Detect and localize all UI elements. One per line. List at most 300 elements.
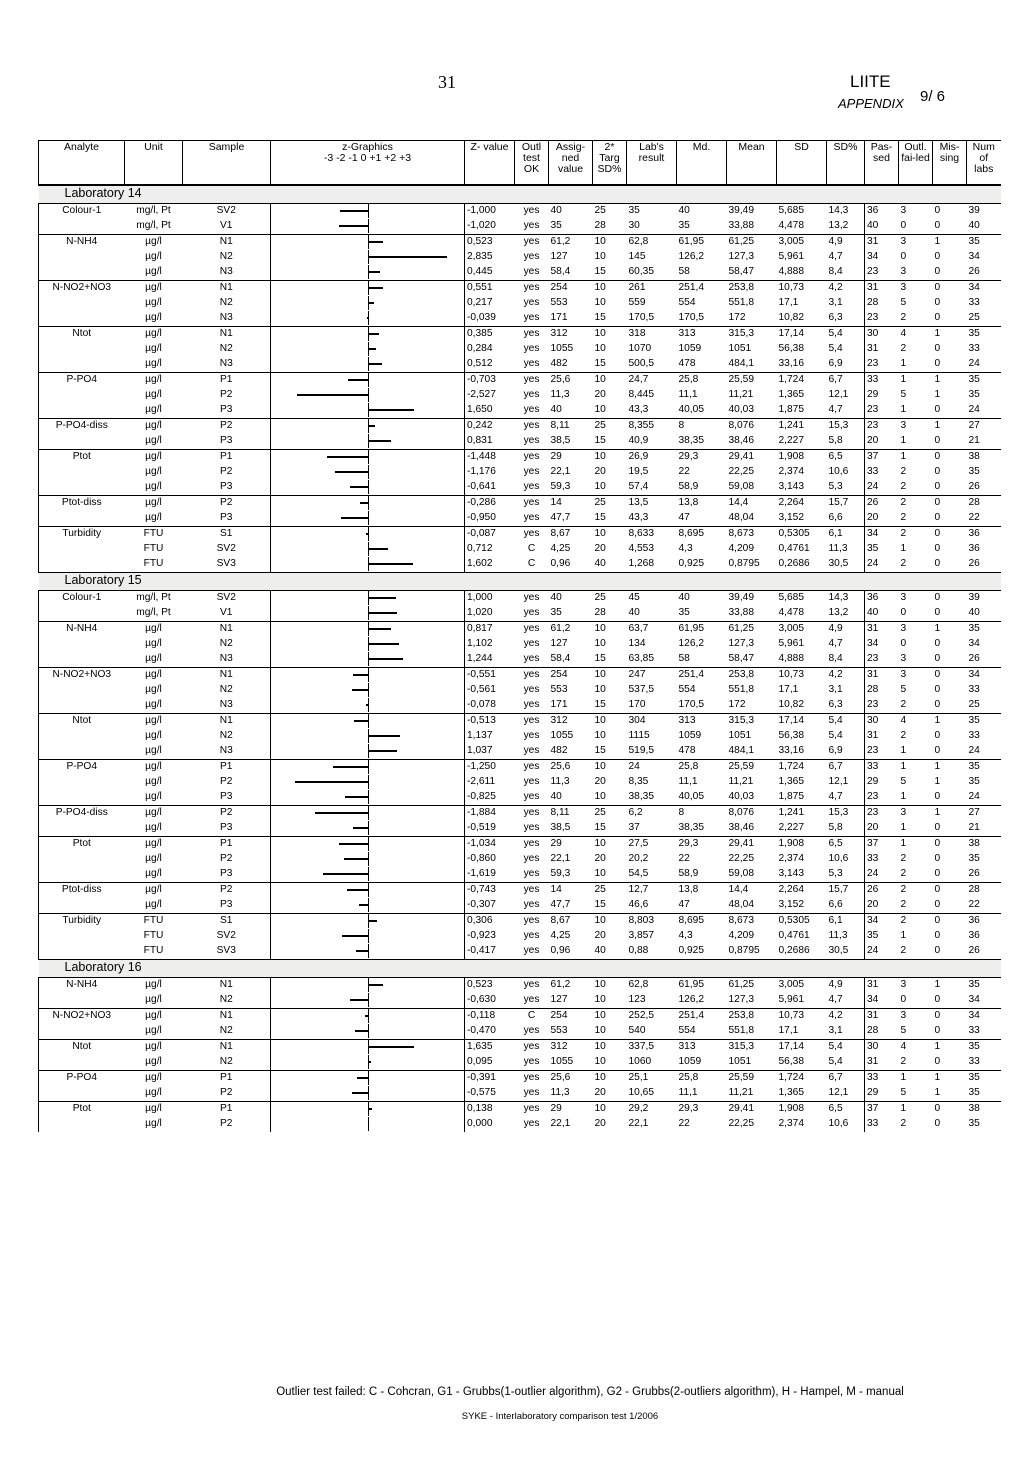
z-bar (368, 750, 397, 752)
z-bar (368, 425, 375, 427)
cell-sd-pct: 6,9 (828, 744, 843, 756)
cell-sd: 17,14 (777, 713, 827, 729)
cell-labs-result: 45 (628, 591, 640, 603)
cell-sd: 0,5305 (777, 526, 827, 542)
cell-sample: N3 (219, 698, 233, 710)
cell-analyte (39, 652, 125, 668)
table-row (39, 744, 1001, 760)
cell-sd: 56,38 (778, 342, 804, 354)
cell-outl-test: yes (523, 403, 540, 415)
laboratory-header (39, 959, 1001, 977)
cell-zvalue: -0,860 (465, 852, 515, 867)
cell-mean: 1051 (728, 342, 752, 354)
cell-sample: P1 (183, 759, 271, 775)
cell-analyte: P-PO4 (39, 1070, 125, 1086)
cell-analyte: Ptot-diss (39, 882, 125, 898)
cell-unit: µg/l (145, 993, 162, 1005)
cell-zvalue: 0,385 (465, 326, 515, 342)
cell-median: 8 (677, 418, 727, 434)
cell-outl-failed: 2 (899, 913, 933, 929)
z-bar (360, 502, 368, 504)
cell-zvalue: -1,176 (465, 465, 515, 480)
cell-labs-result: 170 (628, 698, 646, 710)
cell-zvalue: -0,703 (465, 372, 515, 388)
cell-passed: 30 (865, 326, 899, 342)
cell-targ-sd: 10 (593, 836, 627, 852)
cell-unit: µg/l (145, 978, 162, 990)
cell-mean: 29,41 (727, 836, 777, 852)
cell-unit: µg/l (125, 836, 183, 852)
cell-sample: P1 (183, 1101, 271, 1117)
cell-targ-sd: 15 (594, 357, 606, 369)
z-bar (352, 689, 368, 691)
cell-targ-sd: 10 (594, 480, 606, 492)
cell-passed: 24 (865, 867, 899, 883)
cell-sd: 2,374 (778, 465, 804, 477)
z-bar (295, 781, 368, 783)
cell-outl-failed: 3 (900, 652, 907, 664)
col-passed: Pas-sed (865, 141, 899, 185)
cell-outl-test: yes (515, 805, 549, 821)
col-zvalue: Z- value (465, 141, 515, 185)
cell-unit: µg/l (145, 311, 162, 323)
z-bar (365, 1015, 368, 1017)
cell-labs-result: 12,7 (627, 882, 677, 898)
cell-outl-test: yes (523, 929, 540, 941)
cell-outl-test: yes (515, 713, 549, 729)
cell-labs-result: 537,5 (628, 683, 654, 695)
cell-sd: 3,005 (777, 234, 827, 250)
cell-zvalue: 2,835 (465, 250, 515, 265)
cell-zvalue: -0,286 (465, 495, 515, 511)
z-graphic (271, 1086, 465, 1102)
cell-unit: µg/l (145, 388, 162, 400)
cell-sd: 2,264 (777, 882, 827, 898)
z-bar (368, 920, 377, 922)
cell-assigned: 482 (550, 357, 568, 369)
cell-missing: 0 (933, 836, 967, 852)
z-bar (366, 533, 368, 535)
cell-num-labs: 22 (968, 898, 980, 910)
cell-sd-pct: 8,4 (828, 652, 843, 664)
z-zero-tick (368, 790, 369, 804)
cell-median: 313 (677, 1039, 727, 1055)
cell-assigned: 40 (550, 204, 562, 216)
cell-outl-failed: 5 (900, 683, 907, 695)
cell-outl-test: yes (523, 1024, 540, 1036)
cell-sample: P1 (183, 449, 271, 465)
cell-sample: N2 (219, 729, 233, 741)
cell-analyte: Turbidity (39, 913, 125, 929)
cell-sd: 3,005 (777, 621, 827, 637)
cell-sd: 10,82 (778, 311, 804, 323)
z-bar (352, 1092, 368, 1094)
cell-labs-result: 19,5 (628, 465, 649, 477)
cell-mean: 48,04 (728, 511, 754, 523)
laboratory-title: Laboratory 16 (64, 960, 142, 975)
cell-targ-sd: 20 (594, 852, 606, 864)
cell-analyte (39, 403, 125, 419)
cell-outl-test: yes (523, 1055, 540, 1067)
cell-outl-test: yes (523, 296, 540, 308)
cell-sd: 0,5305 (777, 913, 827, 929)
cell-median: 61,95 (677, 621, 727, 637)
cell-mean: 11,21 (728, 388, 754, 400)
cell-unit: µg/l (125, 1039, 183, 1055)
table-row (39, 821, 1001, 837)
cell-missing: 0 (934, 557, 941, 569)
cell-analyte (39, 311, 125, 327)
laboratory-header (39, 185, 1001, 204)
cell-num-labs: 33 (968, 729, 980, 741)
cell-zvalue: 0,712 (465, 542, 515, 557)
col-sd-pct: SD% (827, 141, 865, 185)
cell-median: 25,8 (677, 759, 727, 775)
cell-missing: 0 (934, 296, 941, 308)
cell-missing: 1 (933, 326, 967, 342)
cell-labs-result: 8,355 (627, 418, 677, 434)
cell-median: 126,2 (678, 637, 704, 649)
cell-sd-pct: 5,4 (828, 1055, 843, 1067)
cell-median: 554 (678, 1024, 696, 1036)
table-row (39, 667, 1001, 683)
z-bar (368, 1061, 371, 1063)
cell-sample: N3 (219, 744, 233, 756)
cell-labs-result: 8,445 (628, 388, 654, 400)
z-zero-tick (368, 867, 369, 881)
cell-missing: 0 (933, 526, 967, 542)
cell-zvalue: 0,000 (465, 1117, 515, 1132)
z-graphic (271, 357, 465, 373)
z-graphic (271, 1055, 465, 1071)
cell-zvalue: 0,523 (465, 977, 515, 993)
z-bar (368, 440, 391, 442)
cell-missing: 1 (933, 759, 967, 775)
cell-num-labs: 35 (967, 713, 1001, 729)
cell-targ-sd: 25 (594, 591, 606, 603)
cell-median: 47 (678, 511, 690, 523)
cell-sample: N1 (183, 1039, 271, 1055)
table-row (39, 1086, 1001, 1102)
cell-unit: µg/l (145, 480, 162, 492)
cell-zvalue: 0,523 (465, 234, 515, 250)
cell-mean: 8,076 (727, 805, 777, 821)
z-graphic (271, 790, 465, 806)
cell-sample: N3 (219, 357, 233, 369)
cell-missing: 0 (933, 1101, 967, 1117)
cell-analyte: N-NH4 (39, 621, 125, 637)
cell-passed: 28 (865, 296, 899, 311)
cell-outl-test: yes (515, 526, 549, 542)
table-row (39, 867, 1001, 883)
z-graphic (271, 557, 465, 573)
cell-analyte: N-NO2+NO3 (39, 1008, 125, 1024)
cell-median: 58,9 (678, 480, 699, 492)
cell-outl-test: yes (523, 311, 540, 323)
table-row (39, 913, 1001, 929)
cell-missing: 0 (934, 744, 941, 756)
cell-labs-result: 1,268 (628, 557, 654, 569)
cell-zvalue: -0,087 (465, 526, 515, 542)
z-graphic (271, 1008, 465, 1024)
cell-missing: 0 (934, 1024, 941, 1036)
cell-outl-failed: 2 (900, 867, 907, 879)
cell-num-labs: 26 (968, 480, 980, 492)
cell-passed: 30 (865, 1039, 899, 1055)
cell-missing: 0 (934, 342, 941, 354)
cell-outl-failed: 0 (900, 250, 907, 262)
table-row (39, 898, 1001, 914)
cell-assigned: 35 (550, 219, 562, 231)
cell-sample: P1 (183, 372, 271, 388)
cell-zvalue: -0,391 (465, 1070, 515, 1086)
cell-mean: 22,25 (728, 465, 754, 477)
cell-assigned: 171 (550, 311, 568, 323)
cell-missing: 1 (933, 713, 967, 729)
cell-missing: 0 (934, 637, 941, 649)
cell-num-labs: 36 (967, 526, 1001, 542)
z-zero-tick (368, 1071, 369, 1085)
cell-targ-sd: 10 (593, 913, 627, 929)
cell-passed: 31 (865, 342, 899, 357)
cell-zvalue: -0,078 (465, 698, 515, 714)
z-zero-tick (368, 388, 369, 402)
cell-unit: µg/l (145, 867, 162, 879)
cell-sample: P3 (220, 403, 233, 415)
cell-unit: µg/l (125, 805, 183, 821)
cell-assigned: 22,1 (550, 852, 571, 864)
cell-sd-pct: 5,4 (828, 342, 843, 354)
cell-unit: µg/l (145, 821, 162, 833)
cell-sd-pct: 5,4 (827, 326, 865, 342)
cell-unit: µg/l (125, 280, 183, 296)
cell-outl-failed: 0 (900, 637, 907, 649)
cell-mean: 14,4 (727, 882, 777, 898)
cell-labs-result: 8,633 (627, 526, 677, 542)
cell-num-labs: 24 (968, 403, 980, 415)
table-row (39, 1101, 1001, 1117)
cell-labs-result: 20,2 (628, 852, 649, 864)
cell-passed: 23 (865, 744, 899, 760)
cell-outl-failed: 2 (900, 511, 907, 523)
cell-sample: P3 (220, 821, 233, 833)
page-number: 31 (438, 72, 456, 92)
cell-outl-test: yes (523, 944, 540, 956)
cell-num-labs: 27 (967, 418, 1001, 434)
cell-assigned: 29 (549, 449, 593, 465)
cell-sd: 0,4761 (778, 542, 810, 554)
cell-num-labs: 35 (968, 852, 980, 864)
cell-targ-sd: 10 (594, 250, 606, 262)
cell-outl-test: yes (523, 652, 540, 664)
cell-mean: 29,41 (727, 1101, 777, 1117)
cell-sample: P2 (183, 882, 271, 898)
cell-num-labs: 33 (968, 1024, 980, 1036)
cell-labs-result: 22,1 (628, 1117, 649, 1129)
z-bar (353, 674, 368, 676)
table-row (39, 652, 1001, 668)
cell-mean: 61,25 (728, 978, 754, 990)
z-bar (359, 904, 368, 906)
z-graphic (271, 729, 465, 744)
cell-passed: 36 (865, 590, 899, 606)
z-graphic (271, 388, 465, 403)
cell-labs-result: 304 (627, 713, 677, 729)
cell-num-labs: 26 (968, 265, 980, 277)
cell-passed: 23 (865, 805, 899, 821)
cell-sd-pct: 15,7 (827, 882, 865, 898)
table-row (39, 511, 1001, 527)
cell-unit: µg/l (125, 621, 183, 637)
cell-targ-sd: 10 (594, 637, 606, 649)
zgraphics-scale: -3 -2 -1 0 +1 +2 +3 (323, 152, 412, 165)
cell-zvalue: -1,250 (465, 759, 515, 775)
cell-labs-result: 29,2 (627, 1101, 677, 1117)
z-graphic (271, 465, 465, 480)
cell-passed: 35 (865, 929, 899, 944)
cell-outl-failed: 0 (900, 993, 907, 1005)
cell-num-labs: 21 (968, 821, 980, 833)
cell-unit: µg/l (125, 326, 183, 342)
cell-sample: P3 (220, 867, 233, 879)
cell-sd: 3,143 (778, 867, 804, 879)
z-zero-tick (368, 898, 369, 912)
cell-num-labs: 26 (968, 557, 980, 569)
cell-sd-pct: 4,9 (827, 621, 865, 637)
cell-outl-test: yes (515, 234, 549, 250)
cell-mean: 8,076 (727, 418, 777, 434)
z-zero-tick (368, 852, 369, 866)
cell-sample: P2 (220, 1086, 233, 1098)
cell-assigned: 14 (549, 495, 593, 511)
cell-passed: 40 (865, 606, 899, 622)
cell-outl-test: yes (515, 326, 549, 342)
cell-outl-failed: 1 (899, 372, 933, 388)
cell-missing: 0 (934, 542, 941, 554)
cell-median: 478 (678, 357, 696, 369)
cell-outl-test: yes (523, 821, 540, 833)
z-zero-tick (368, 668, 369, 682)
table-row (39, 882, 1001, 898)
cell-outl-failed: 1 (900, 744, 907, 756)
cell-sample: N2 (219, 1055, 233, 1067)
cell-sd: 5,685 (778, 204, 804, 216)
z-bar (339, 225, 368, 227)
cell-sample: SV2 (216, 542, 236, 554)
cell-median: 13,8 (677, 495, 727, 511)
z-bar (315, 812, 368, 814)
cell-outl-failed: 1 (899, 759, 933, 775)
cell-median: 22 (678, 852, 690, 864)
z-zero-tick (368, 465, 369, 479)
cell-sd: 17,14 (777, 1039, 827, 1055)
z-zero-tick (368, 1086, 369, 1100)
z-bar (368, 643, 399, 645)
cell-analyte: Ptot (39, 1101, 125, 1117)
cell-targ-sd: 10 (593, 1070, 627, 1086)
cell-analyte (39, 821, 125, 837)
cell-outl-failed: 3 (900, 591, 907, 603)
cell-zvalue: 0,817 (465, 621, 515, 637)
cell-analyte (39, 929, 125, 944)
cell-assigned: 22,1 (550, 1117, 571, 1129)
cell-missing: 0 (934, 1117, 941, 1129)
cell-sd: 1,365 (778, 1086, 804, 1098)
table-row (39, 495, 1001, 511)
cell-sample: SV2 (216, 204, 236, 216)
cell-passed: 33 (865, 372, 899, 388)
cell-assigned: 29 (549, 1101, 593, 1117)
cell-sample: N2 (219, 683, 233, 695)
cell-targ-sd: 10 (593, 621, 627, 637)
table-row (39, 557, 1001, 573)
cell-mean: 8,673 (727, 526, 777, 542)
cell-passed: 31 (865, 977, 899, 993)
cell-sd: 2,227 (778, 434, 804, 446)
cell-missing: 0 (934, 357, 941, 369)
cell-zvalue: 1,137 (465, 729, 515, 744)
cell-mean: 40,03 (728, 403, 754, 415)
cell-assigned: 11,3 (550, 775, 570, 787)
col-labs-result: Lab's result (627, 141, 677, 185)
cell-labs-result: 10,65 (628, 1086, 654, 1098)
cell-mean: 14,4 (727, 495, 777, 511)
cell-sd: 5,961 (778, 637, 804, 649)
cell-missing: 0 (934, 852, 941, 864)
cell-unit: µg/l (125, 1070, 183, 1086)
outlier-footnote: Outlier test failed: C - Cohcran, G1 - Grubbs(1-outlier algorithm), G2 - Grubbs(2-outliers algorithm), H - Hampel, M - manual (276, 1386, 904, 1398)
cell-missing: 0 (934, 311, 941, 323)
cell-sd-pct: 11,3 (828, 929, 848, 941)
cell-missing: 0 (934, 821, 941, 833)
cell-num-labs: 35 (968, 1086, 980, 1098)
cell-labs-result: 35 (628, 204, 640, 216)
cell-sample: S1 (183, 526, 271, 542)
cell-mean: 59,08 (728, 480, 754, 492)
col-assigned: Assig-ned value (549, 141, 593, 185)
cell-assigned: 4,25 (550, 542, 571, 554)
cell-sd-pct: 4,7 (828, 790, 843, 802)
cell-num-labs: 21 (968, 434, 980, 446)
z-zero-tick (368, 527, 369, 541)
cell-mean: 61,25 (727, 621, 777, 637)
cell-zvalue: -1,000 (465, 203, 515, 219)
col-outl-failed: Outl. fai-led (899, 141, 933, 185)
cell-analyte: Ntot (39, 1039, 125, 1055)
cell-targ-sd: 10 (593, 713, 627, 729)
cell-mean: 22,25 (728, 852, 754, 864)
z-bar (333, 766, 368, 768)
cell-labs-result: 26,9 (627, 449, 677, 465)
cell-sample: P3 (220, 790, 233, 802)
cell-labs-result: 40 (628, 606, 640, 618)
cell-mean: 4,209 (728, 929, 754, 941)
cell-assigned: 58,4 (550, 652, 571, 664)
cell-analyte (39, 744, 125, 760)
cell-num-labs: 39 (968, 204, 980, 216)
z-graphic (271, 667, 465, 683)
col-analyte: Analyte (39, 141, 125, 185)
cell-mean: 38,46 (728, 821, 754, 833)
cell-unit: µg/l (125, 1101, 183, 1117)
cell-missing: 0 (934, 929, 941, 941)
cell-outl-test: yes (523, 993, 540, 1005)
z-bar (345, 796, 368, 798)
cell-sd: 0,4761 (778, 929, 810, 941)
cell-passed: 31 (865, 1008, 899, 1024)
cell-sd-pct: 6,6 (828, 511, 843, 523)
cell-missing: 0 (934, 219, 941, 231)
